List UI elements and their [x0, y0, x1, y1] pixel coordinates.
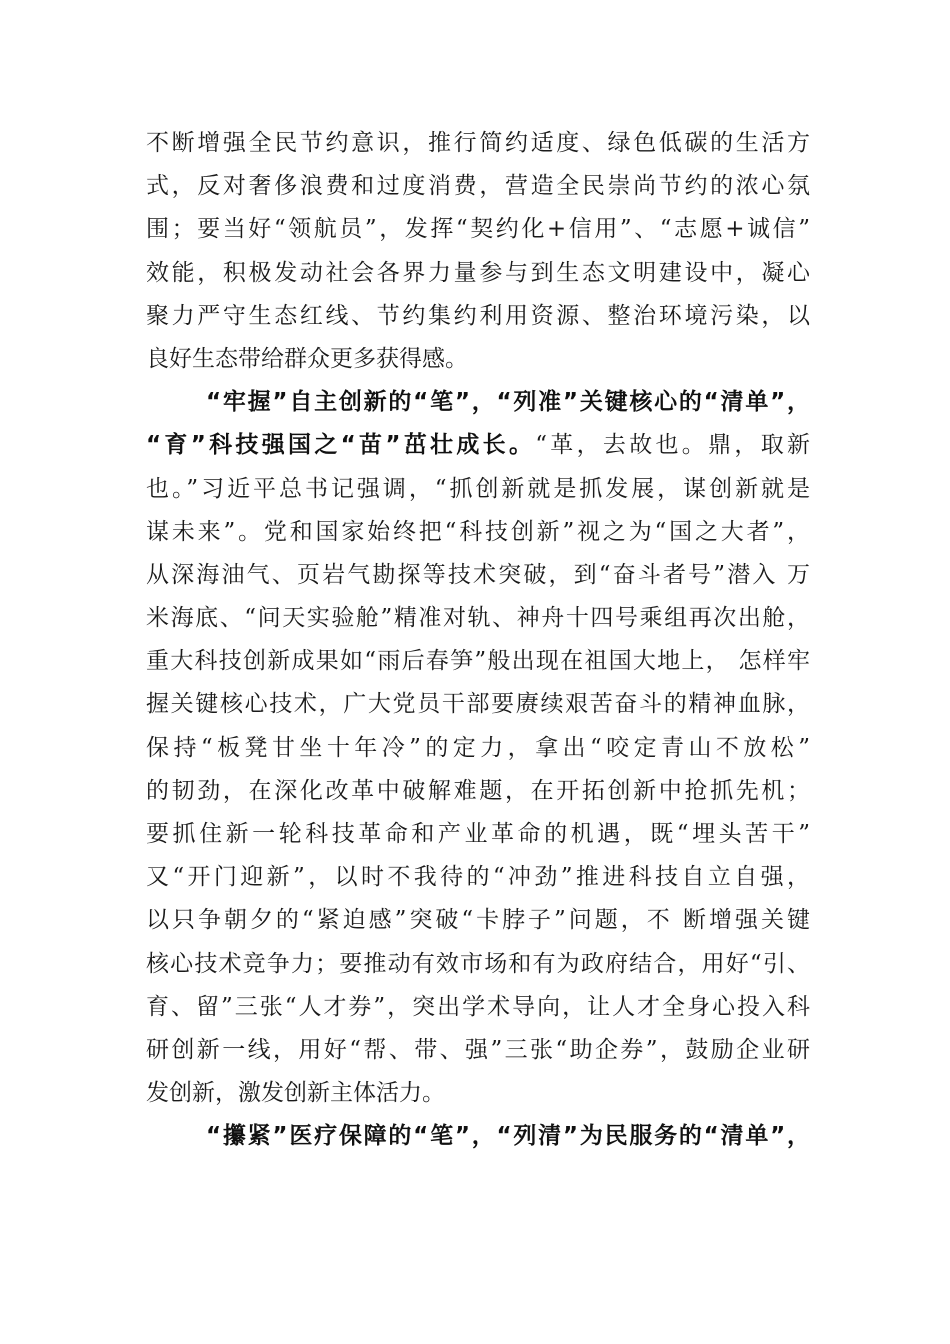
- paragraph-2-line-2: 谋未来”。党和国家始终把“科技创新”视之为“国之大者”，: [146, 518, 810, 545]
- paragraph-1-line-5: 聚力严守生态红线、节约集约利用资源、整治环境污染，以: [146, 302, 810, 329]
- paragraph-3-heading-line-1: “攥紧”医疗保障的“笔”，“列清”为民服务的“清单”，: [206, 1123, 810, 1150]
- paragraph-2-line-9: 要抓住新一轮科技革命和产业革命的机遇，既“埋头苦干”: [146, 821, 810, 847]
- paragraph-2-line-1: 也。”习近平总书记强调，“抓创新就是抓发展，谋创新就是: [146, 475, 810, 502]
- paragraph-2-line-13: 育、留”三张“人才券”，突出学术导向，让人才全身心投入科: [146, 993, 810, 1020]
- paragraph-2-line-4: 米海底、“问天实验舱”精准对轨、神舟十四号乘组再次出舱，: [146, 605, 810, 632]
- paragraph-2-line-11: 以只争朝夕的“紧迫感”突破“卡脖子”问题，不 断增强关键: [146, 907, 810, 934]
- paragraph-2-line-12: 核心技术竞争力；要推动有效市场和有为政府结合，用好“引、: [146, 950, 810, 977]
- paragraph-2-line-10: 又“开门迎新”，以时不我待的“冲劲”推进科技自立自强，: [146, 864, 810, 891]
- paragraph-2-line-14: 研创新一线，用好“帮、带、强”三张“助企券”，鼓励企业研: [146, 1036, 810, 1063]
- paragraph-2-line-6: 握关键核心技术，广大党员干部要赓续艰苦奋斗的精神血脉，: [146, 691, 810, 718]
- paragraph-1-line-3: 围；要当好“领航员”，发挥“契约化+信用”、“志愿+诚信”: [146, 216, 810, 243]
- paragraph-2-line-7: 保持“板凳甘坐十年冷”的定力，拿出“咬定青山不放松”: [146, 734, 810, 761]
- paragraph-1-line-6: 良好生态带给群众更多获得感。: [146, 345, 468, 372]
- paragraph-2-line-8: 的韧劲，在深化改革中破解难题，在开拓创新中抢抓先机；: [146, 777, 810, 804]
- paragraph-2-heading-line-2-rest: “革，去故也。鼎，取新: [535, 432, 810, 459]
- paragraph-2-heading-line-1: “牢握”自主创新的“笔”，“列准”关键核心的“清单”，: [206, 389, 810, 416]
- paragraph-1-line-4: 效能，积极发动社会各界力量参与到生态文明建设中，凝心: [146, 259, 810, 286]
- paragraph-2-line-15: 发创新，激发创新主体活力。: [146, 1080, 445, 1107]
- paragraph-2-heading-line-2-bold: “育”科技强国之“苗”茁壮成长。: [146, 432, 536, 459]
- paragraph-1-line-2: 式，反对奢侈浪费和过度消费，营造全民崇尚节约的浓心氛: [146, 173, 810, 200]
- paragraph-1-line-1: 不断增强全民节约意识，推行简约适度、绿色低碳的生活方: [146, 130, 810, 156]
- paragraph-2-heading-line-2: [146, 424, 810, 467]
- paragraph-2-line-3: 从深海油气、页岩气勘探等技术突破，到“奋斗者号”潜入 万: [146, 561, 810, 588]
- paragraph-2-line-5: 重大科技创新成果如“雨后春笋”般出现在祖国大地上， 怎样牢: [146, 648, 810, 675]
- document-body: [146, 122, 810, 1159]
